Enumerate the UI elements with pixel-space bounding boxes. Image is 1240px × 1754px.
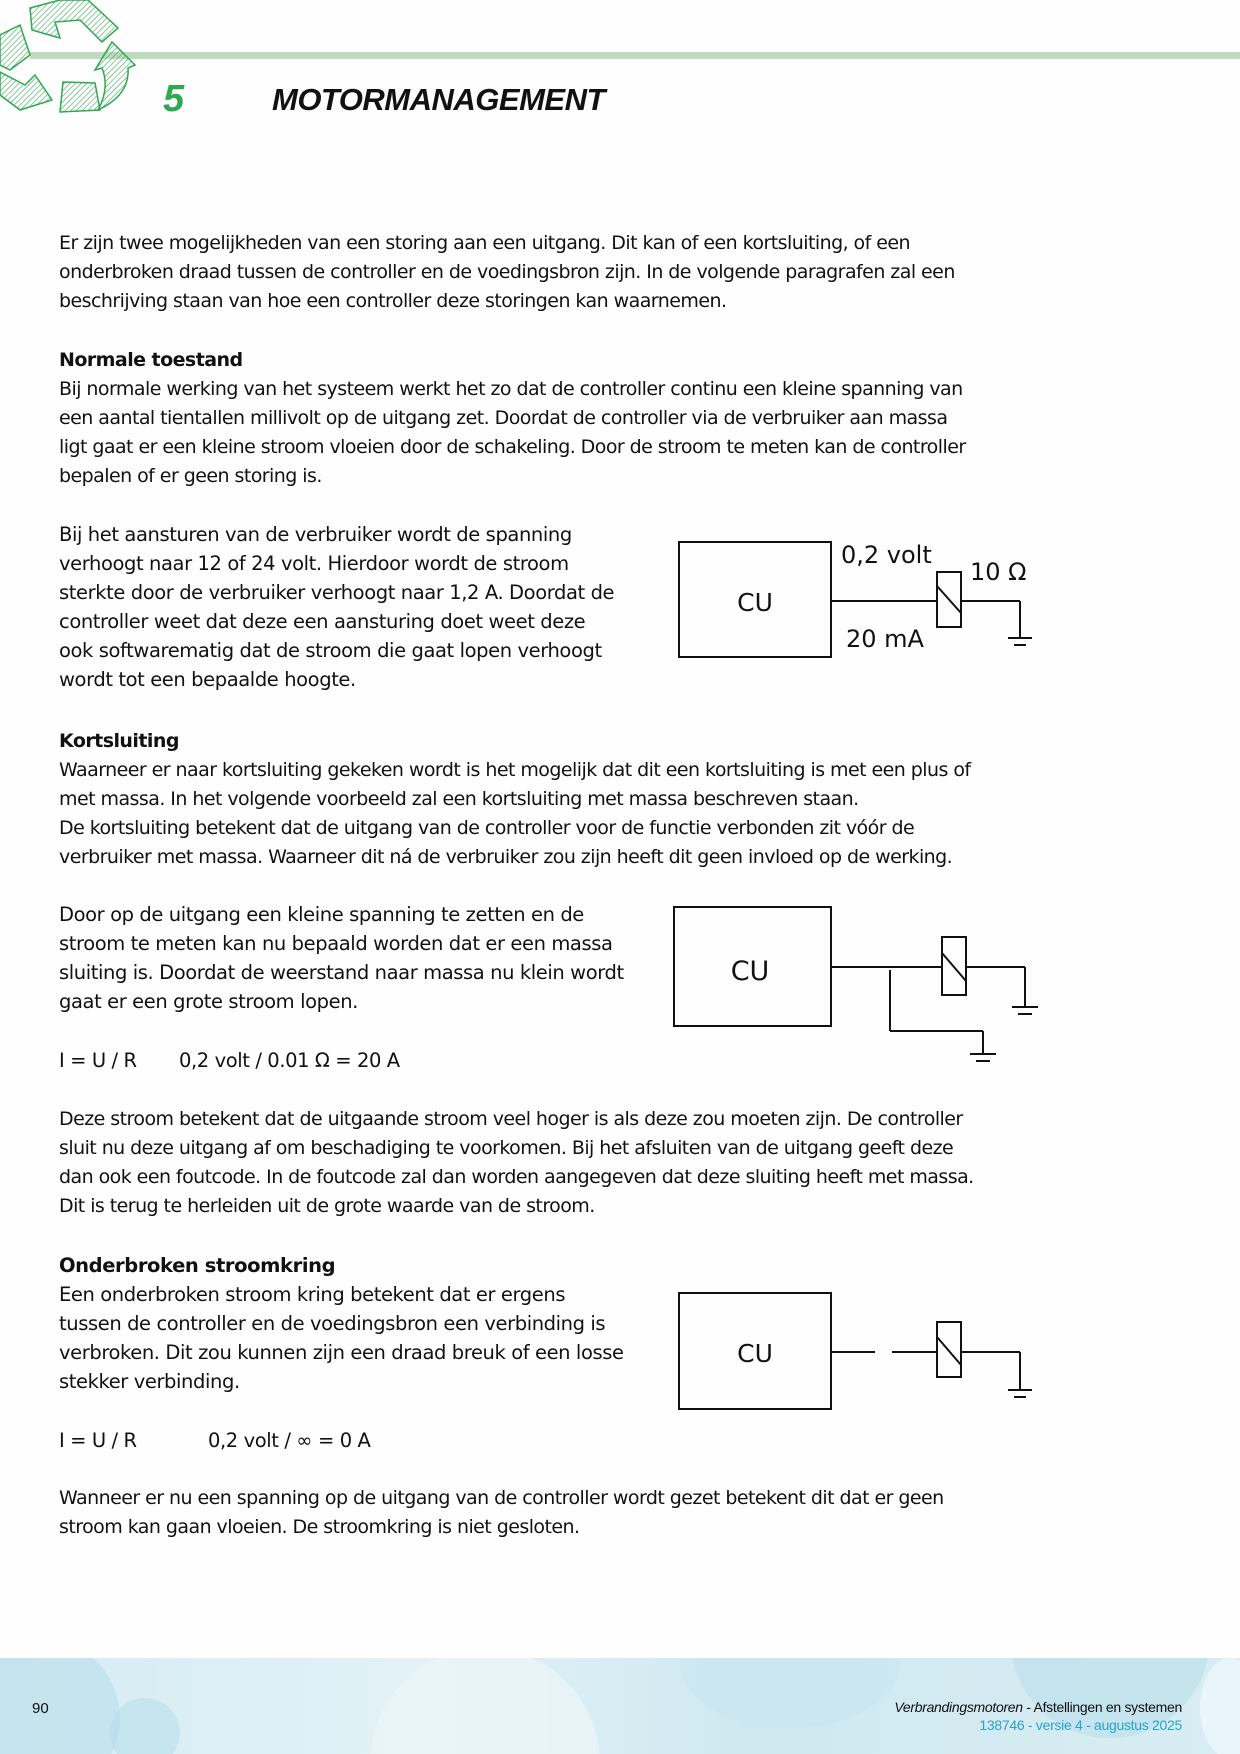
section-short — [59, 727, 971, 872]
text-line: verhoogt naar 12 of 24 volt. Hierdoor wordt de stroom — [59, 552, 569, 575]
formula-open — [59, 1426, 370, 1455]
text-line: wordt tot een bepaalde hoogte. — [59, 668, 356, 691]
activation-paragraph — [59, 520, 614, 694]
text-line: Bij het aansturen van de verbruiker wordt de spanning — [59, 523, 572, 546]
text-line: Door op de uitgang een kleine spanning te zetten en de — [59, 903, 584, 926]
book-title: Verbrandingsmotoren — [894, 1699, 1023, 1715]
text-line: een aantal tientallen millivolt op de uitgang zet. Doordat de controller via de verbruiker aan massa — [59, 407, 948, 429]
text-line: controller weet dat deze een aansturing doet weet deze — [59, 610, 586, 633]
formula-calculation: 0,2 volt / ∞ = 0 A — [208, 1429, 371, 1452]
resistor-slash — [942, 953, 966, 981]
text-line: stroom te meten kan nu bepaald worden dat er een massa — [59, 932, 613, 955]
decorative-bubble — [110, 1698, 180, 1754]
result-paragraph — [59, 1105, 974, 1221]
voltage-label: 0,2 volt — [841, 541, 932, 569]
text-line: Er zijn twee mogelijkheden van een storing aan een uitgang. Dit kan of een kortsluiting, of een — [59, 232, 911, 254]
section-normal — [59, 346, 966, 491]
text-line: stekker verbinding. — [59, 1370, 240, 1393]
text-line: Dit is terug te herleiden uit de grote waarde van de stroom. — [59, 1195, 595, 1217]
decorative-bubble — [1200, 1658, 1240, 1754]
ohms-law: I = U / R — [59, 1429, 137, 1452]
text-line: sterkte door de verbruiker verhoogt naar 1,2 A. Doordat de — [59, 581, 615, 604]
circuit-diagram-open — [678, 1290, 1038, 1419]
resistor-slash — [937, 586, 961, 613]
text-line: dan ook een foutcode. In de foutcode zal dan worden aangegeven dat deze sluiting heeft met massa. — [59, 1166, 974, 1188]
text-line: onderbroken draad tussen de controller en de voedingsbron zijn. In de volgende paragrafen zal een — [59, 261, 955, 283]
decorative-bubble — [680, 1658, 900, 1728]
circuit-diagram-short — [672, 904, 1052, 1073]
text-line: bepalen of er geen storing is. — [59, 465, 322, 487]
chapter-title: MOTORMANAGEMENT — [272, 82, 605, 117]
section-heading: Kortsluiting — [59, 730, 179, 752]
ohms-law: I = U / R — [59, 1049, 137, 1072]
text-line: tussen de controller en de voedingsbron een verbinding is — [59, 1312, 606, 1335]
footer-version: 138746 - versie 4 - augustus 2025 — [979, 1717, 1182, 1733]
decorative-bubble — [370, 1658, 600, 1754]
text-line: sluit nu deze uitgang af om beschadiging te voorkomen. Bij het afsluiten van de uitgang geeft deze — [59, 1137, 954, 1159]
cu-label: CU — [737, 1339, 773, 1368]
text-line: stroom kan gaan vloeien. De stroomkring is niet gesloten. — [59, 1516, 580, 1538]
text-line: Bij normale werking van het systeem werkt het zo dat de controller continu een kleine spanning van — [59, 378, 963, 400]
text-line: gaat er een grote stroom lopen. — [59, 990, 358, 1013]
section-heading: Onderbroken stroomkring — [59, 1254, 336, 1277]
text-line: Waarneer er naar kortsluiting gekeken wordt is het mogelijk dat dit een kortsluiting is met een plus of — [59, 759, 971, 781]
footer-book-title — [894, 1699, 1182, 1715]
text-line: ligt gaat er een kleine stroom vloeien door de schakeling. Door de stroom te meten kan de controller — [59, 436, 966, 458]
intro-paragraph — [59, 229, 955, 316]
measure-paragraph — [59, 900, 624, 1016]
chapter-number: 5 — [163, 78, 185, 120]
circuit-diagram-normal — [678, 535, 1038, 669]
decorative-bubble — [0, 1658, 120, 1754]
formula-calculation: 0,2 volt / 0.01 Ω = 20 A — [179, 1049, 400, 1072]
closing-paragraph — [59, 1484, 944, 1542]
text-line: Wanneer er nu een spanning op de uitgang van de controller wordt gezet betekent dit dat er geen — [59, 1487, 944, 1509]
recycle-arrows-icon — [0, 0, 140, 115]
text-line: ook softwarematig dat de stroom die gaat lopen verhoogt — [59, 639, 602, 662]
text-line: verbruiker met massa. Waarneer dit ná de verbruiker zou zijn heeft dit geen invloed op de werking. — [59, 846, 953, 868]
section-heading: Normale toestand — [59, 349, 243, 371]
resistance-label: 10 Ω — [970, 558, 1027, 586]
text-line: verbroken. Dit zou kunnen zijn een draad breuk of een losse — [59, 1341, 624, 1364]
page-number: 90 — [32, 1700, 49, 1717]
book-subtitle: - Afstellingen en systemen — [1022, 1699, 1182, 1715]
cu-label: CU — [730, 956, 770, 987]
header-rule — [30, 52, 1240, 59]
cu-label: CU — [737, 588, 773, 617]
text-line: met massa. In het volgende voorbeeld zal een kortsluiting met massa beschreven staan. — [59, 788, 859, 810]
resistor-slash — [937, 1337, 961, 1365]
text-line: Een onderbroken stroom kring betekent dat er ergens — [59, 1283, 566, 1306]
section-open — [59, 1251, 624, 1396]
text-line: beschrijving staan van hoe een controller deze storingen kan waarnemen. — [59, 290, 727, 312]
text-line: De kortsluiting betekent dat de uitgang van de controller voor de functie verbonden zit vóór de — [59, 817, 915, 839]
text-line: sluiting is. Doordat de weerstand naar massa nu klein wordt — [59, 961, 624, 984]
formula-short — [59, 1046, 400, 1075]
text-line: Deze stroom betekent dat de uitgaande stroom veel hoger is als deze zou moeten zijn. De controller — [59, 1108, 963, 1130]
current-label: 20 mA — [846, 625, 924, 653]
